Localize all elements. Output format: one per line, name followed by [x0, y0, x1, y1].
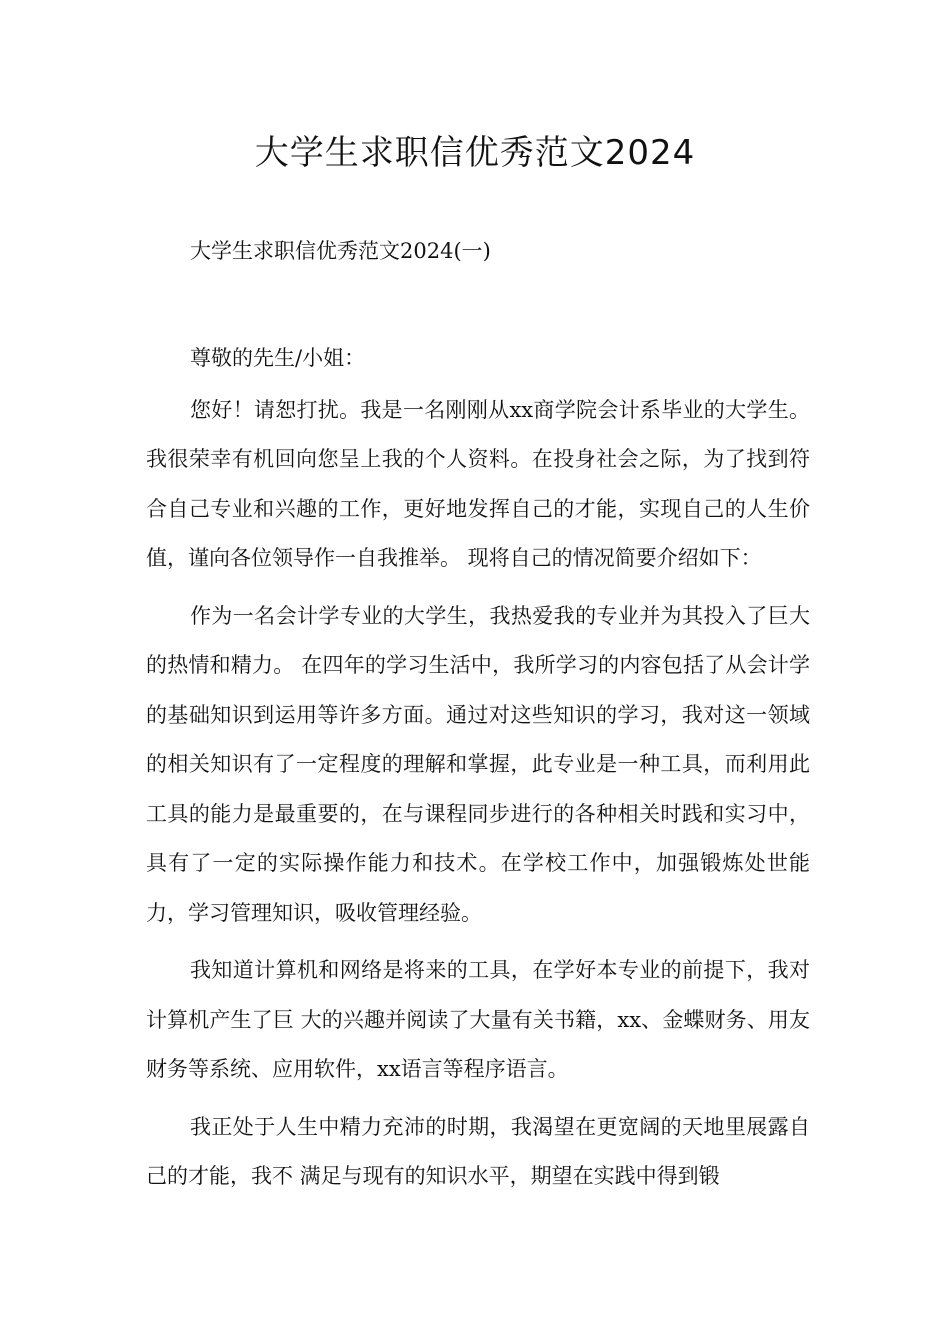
- paragraph-computer-skills: 我知道计算机和网络是将来的工具，在学好本专业的前提下，我对计算机产生了巨 大的兴趣并阅读了大量有关书籍，xx、金蝶财务、用友财务等系统、应用软件，xx语言等程序语言。: [146, 958, 810, 1081]
- document-subtitle: 大学生求职信优秀范文2024(一): [190, 239, 491, 263]
- paragraph-introduction: 您好！请恕打扰。我是一名刚刚从xx商学院会计系毕业的大学生。我很荣幸有机回向您呈上我的个人资料。在投身社会之际，为了找到符合自己专业和兴趣的工作，更好地发挥自己的才能，实现自己的人生价值，谨向各位领导作一自我推举。 现将自己的情况简要介绍如下：: [146, 397, 810, 570]
- paragraph-aspiration: 我正处于人生中精力充沛的时期，我渴望在更宽阔的天地里展露自己的才能，我不 满足与现有的知识水平，期望在实践中得到锻: [146, 1114, 810, 1188]
- letter-body: [146, 334, 810, 1210]
- document-title: 大学生求职信优秀范文2024: [254, 133, 696, 173]
- paragraph-education: 作为一名会计学专业的大学生，我热爱我的专业并为其投入了巨大的热情和精力。 在四年的学习生活中，我所学习的内容包括了从会计学的基础知识到运用等许多方面。通过对这些知识的学习，我对这一领域的相关知识有了一定程度的理解和掌握，此专业是一种工具，而利用此工具的能力是最重要的，在与课程同步进行的各种相关时践和实习中， 具有了一定的实际操作能力和技术。在学校工作中，加强锻炼处世能力，学习管理知识，吸收管理经验。: [146, 603, 810, 925]
- salutation: 尊敬的先生/小姐：: [190, 346, 366, 370]
